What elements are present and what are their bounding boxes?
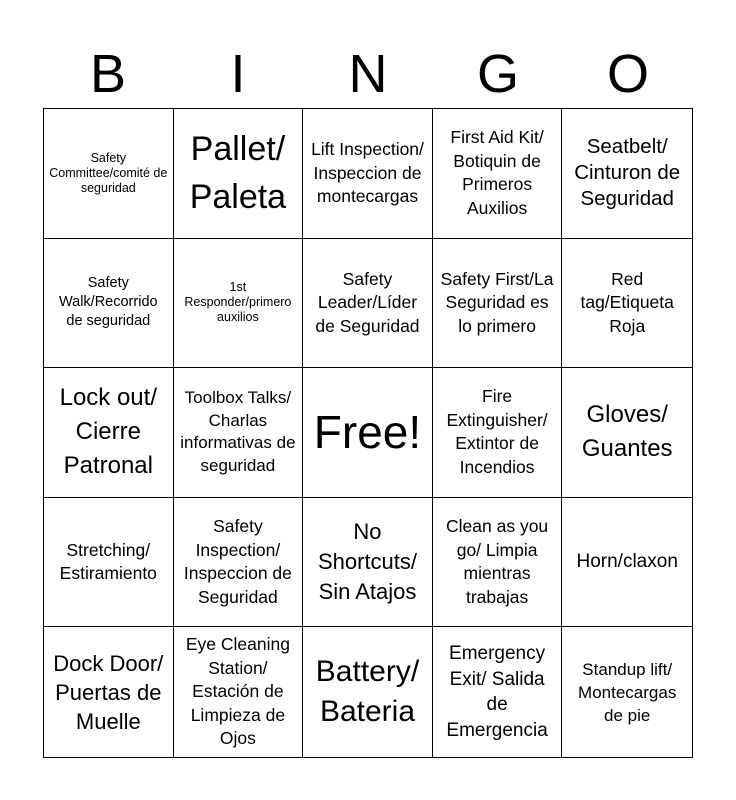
bingo-cell[interactable] bbox=[174, 498, 304, 628]
bingo-cell[interactable] bbox=[433, 368, 563, 498]
cell-text: No Shortcuts/ Sin Atajos bbox=[317, 519, 418, 605]
cell-text: Red tag/Etiqueta Roja bbox=[580, 268, 674, 336]
bingo-cell[interactable] bbox=[562, 368, 692, 498]
bingo-board bbox=[43, 108, 693, 758]
cell-text: Clean as you go/ Limpia mientras trabajas bbox=[446, 516, 549, 607]
header-letter-o: O bbox=[606, 44, 649, 104]
cell-text: Toolbox Talks/ Charlas informativas de seguridad bbox=[180, 388, 296, 475]
bingo-cell[interactable] bbox=[433, 109, 563, 239]
cell-text: 1st Responder/primero auxilios bbox=[184, 280, 292, 325]
bingo-cell[interactable] bbox=[303, 239, 433, 369]
cell-text: First Aid Kit/ Botiquin de Primeros Auxilios bbox=[450, 127, 544, 218]
cell-text: Seatbelt/ Cinturon de Seguridad bbox=[574, 135, 681, 211]
bingo-cell[interactable] bbox=[433, 627, 563, 757]
bingo-cell[interactable] bbox=[44, 368, 174, 498]
cell-text: Safety Walk/Recorrido de seguridad bbox=[59, 275, 158, 330]
cell-text: Gloves/ Guantes bbox=[581, 401, 673, 463]
cell-text: Lift Inspection/ Inspeccion de montecargas bbox=[311, 139, 424, 207]
bingo-cell[interactable] bbox=[174, 109, 304, 239]
bingo-cell[interactable] bbox=[303, 109, 433, 239]
cell-text: Safety Inspection/ Inspeccion de Seguridad bbox=[183, 516, 292, 607]
cell-text: Eye Cleaning Station/ Estación de Limpieza de Ojos bbox=[185, 634, 290, 749]
bingo-cell[interactable] bbox=[174, 368, 304, 498]
cell-text: Safety Leader/Líder de Seguridad bbox=[315, 268, 420, 336]
header-letter-b: B bbox=[89, 44, 127, 104]
cell-text: Stretching/ Estiramiento bbox=[59, 539, 157, 584]
bingo-cell[interactable] bbox=[44, 498, 174, 628]
header-letter-n: N bbox=[348, 44, 388, 104]
bingo-cell[interactable] bbox=[303, 498, 433, 628]
bingo-cell[interactable] bbox=[44, 627, 174, 757]
cell-text: Emergency Exit/ Salida de Emergencia bbox=[446, 643, 548, 741]
cell-text: Battery/ Bateria bbox=[315, 655, 420, 729]
cell-text: Dock Door/ Puertas de Muelle bbox=[53, 650, 164, 734]
header-letter-g: G bbox=[476, 44, 519, 104]
bingo-cell[interactable] bbox=[562, 239, 692, 369]
cell-text: Horn/claxon bbox=[576, 551, 678, 573]
cell-text: Fire Extinguisher/ Extintor de Incendios bbox=[446, 386, 548, 477]
bingo-cell[interactable] bbox=[562, 627, 692, 757]
bingo-cell[interactable] bbox=[303, 627, 433, 757]
cell-text: Free! bbox=[313, 406, 422, 459]
bingo-cell[interactable] bbox=[174, 239, 304, 369]
bingo-cell[interactable] bbox=[44, 239, 174, 369]
cell-text: Safety Committee/comité de seguridad bbox=[49, 150, 168, 195]
bingo-cell[interactable] bbox=[174, 627, 304, 757]
cell-text: Standup lift/ Montecargas de pie bbox=[578, 659, 677, 725]
bingo-header bbox=[43, 40, 693, 108]
bingo-cell[interactable] bbox=[562, 109, 692, 239]
bingo-free-cell[interactable] bbox=[303, 368, 433, 498]
bingo-cell[interactable] bbox=[562, 498, 692, 628]
header-letter-i: I bbox=[230, 44, 246, 104]
bingo-cell[interactable] bbox=[433, 498, 563, 628]
cell-text: Pallet/ Paleta bbox=[189, 130, 287, 217]
cell-text: Lock out/ Cierre Patronal bbox=[59, 384, 157, 480]
cell-text: Safety First/La Seguridad es lo primero bbox=[440, 268, 554, 336]
bingo-cell[interactable] bbox=[44, 109, 174, 239]
bingo-cell[interactable] bbox=[433, 239, 563, 369]
